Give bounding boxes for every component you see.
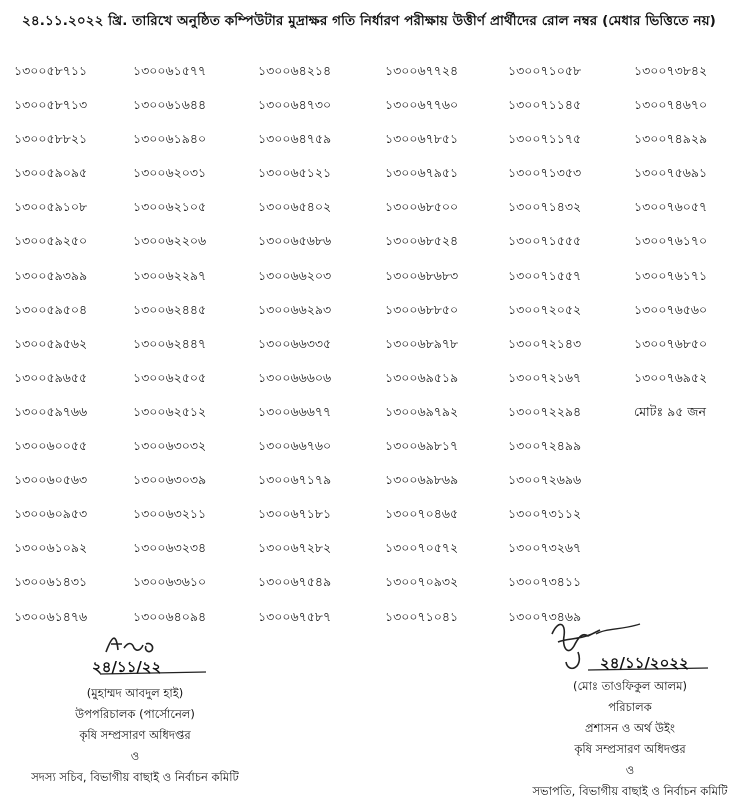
roll-number: ১৩০০৬৯৮৬৯ xyxy=(385,472,459,488)
roll-number: ১৩০০৭৩১১২ xyxy=(508,506,582,522)
roll-number: ১৩০০৬০৫৬৩ xyxy=(14,472,88,488)
roll-number: ১৩০০৭৪৯২৯ xyxy=(634,131,708,147)
roll-number: ১৩০০৫৯৫০৪ xyxy=(14,301,88,317)
roll-number: ১৩০০৬২৫১২ xyxy=(133,403,207,419)
roll-column xyxy=(508,62,581,642)
roll-number: ১৩০০৬২০৩১ xyxy=(133,165,207,181)
roll-number: ১৩০০৫৯০৯৫ xyxy=(14,165,88,181)
roll-number: ১৩০০৬৪০৯৪ xyxy=(133,608,207,624)
roll-column xyxy=(634,62,707,437)
roll-number: ১৩০০৬৩২৩৪ xyxy=(133,540,207,556)
roll-number: ১৩০০৬৫৪০২ xyxy=(258,199,332,215)
roll-number: ১৩০০৫৯৬৫৫ xyxy=(14,369,88,385)
roll-number: ১৩০০৫৮৭১৩ xyxy=(14,97,88,113)
roll-number: ১৩০০৬২১০৫ xyxy=(133,199,207,215)
roll-number: ১৩০০৬৫১২১ xyxy=(258,165,332,181)
roll-number: ১৩০০৬৮৯৭৮ xyxy=(385,335,459,351)
roll-number: ১৩০০৬৬৩৩৫ xyxy=(258,335,332,351)
roll-number: ১৩০০৬৭৯৫১ xyxy=(385,165,459,181)
roll-number: ১৩০০৬২২৯৭ xyxy=(133,267,207,283)
left-signatory-name: (মুহাম্মদ আবদুল হাই) xyxy=(86,686,184,700)
roll-number: ১৩০০৭১১৪৫ xyxy=(508,97,582,113)
roll-number: ১৩০০৬২৪৪৫ xyxy=(133,301,207,317)
right-signatory-name: (মোঃ তাওফিকুল আলম) xyxy=(573,679,687,693)
left-signatory-office: কৃষি সম্প্রসারণ অধিদপ্তর xyxy=(79,728,191,742)
roll-number: ১৩০০৭৬১৭০ xyxy=(634,233,708,249)
roll-number: ১৩০০৭১১৭৫ xyxy=(508,131,582,147)
roll-number: ১৩০০৭১০৪১ xyxy=(385,608,459,624)
roll-number: ১৩০০৬৮৫২৪ xyxy=(385,233,459,249)
total-count: মোটঃ ৯৫ জন xyxy=(634,403,706,419)
right-signatory-and: ও xyxy=(625,763,635,777)
roll-number: ১৩০০৬৭১৭৯ xyxy=(258,472,332,488)
roll-number: ১৩০০৫৯৩৯৯ xyxy=(14,267,88,283)
roll-number: ১৩০০৬৩০৩২ xyxy=(133,438,207,454)
roll-number: ১৩০০৬৯৫১৯ xyxy=(385,369,459,385)
roll-number: ১৩০০৬৬২৯৩ xyxy=(258,301,332,317)
right-signatory-wing: প্রশাসন ও অর্থ উইং xyxy=(585,721,675,735)
roll-number: ১৩০০৭২৪৯৯ xyxy=(508,438,582,454)
roll-column xyxy=(258,62,331,642)
roll-number: ১৩০০৭২০৫২ xyxy=(508,301,582,317)
roll-number: ১৩০০৬৬৬৭৭ xyxy=(258,403,332,419)
left-signatory-designation: উপপরিচালক (পার্সোনেল) xyxy=(75,707,195,721)
roll-number: ১৩০০৭১৫৫৫ xyxy=(508,233,582,249)
right-signatory-block xyxy=(515,676,738,802)
roll-number: ১৩০০৭৬৫৬০ xyxy=(634,301,708,317)
roll-number: ১৩০০৭২২৯৪ xyxy=(508,403,582,419)
roll-number: ১৩০০৬৯৮১৭ xyxy=(385,438,459,454)
roll-number: ১৩০০৬৮৮৫০ xyxy=(385,301,459,317)
roll-number: ১৩০০৬৬৬০৬ xyxy=(258,369,332,385)
roll-number: ১৩০০৬০০৫৫ xyxy=(14,438,88,454)
roll-number: ১৩০০৬২৪৪৭ xyxy=(133,335,207,351)
roll-number: ১৩০০৬১৯৪০ xyxy=(133,131,207,147)
roll-number: ১৩০০৭১৩৫৩ xyxy=(508,165,582,181)
right-signatory-office: কৃষি সম্প্রসারণ অধিদপ্তর xyxy=(574,742,686,756)
roll-number: ১৩০০৬৩২১১ xyxy=(133,506,207,522)
roll-number: ১৩০০৬০৯৫৩ xyxy=(14,506,88,522)
roll-number: ১৩০০৭৬০৫৭ xyxy=(634,199,708,215)
roll-number: ১৩০০৫৯২৫০ xyxy=(14,233,88,249)
roll-number: ১৩০০৭১০৫৮ xyxy=(508,63,582,78)
roll-number: ১৩০০৭৪৬৭০ xyxy=(634,97,708,113)
roll-number: ১৩০০৬৫৬৮৬ xyxy=(258,233,332,249)
roll-number: ১৩০০৬৭৭৬০ xyxy=(385,97,459,113)
roll-number: ১৩০০৬৬২০৩ xyxy=(258,267,332,283)
left-signatory-block xyxy=(0,683,270,788)
roll-number: ১৩০০৭৬৯৫২ xyxy=(634,369,708,385)
roll-number: ১৩০০৬৮৫০০ xyxy=(385,199,459,215)
roll-number: ১৩০০৭৫৬৯১ xyxy=(634,165,708,181)
roll-number: ১৩০০৬১৪৩১ xyxy=(14,574,88,590)
roll-number: ১৩০০৬৭৭২৪ xyxy=(385,63,459,78)
roll-column xyxy=(133,62,206,642)
roll-column xyxy=(385,62,458,642)
page-title: ২৪.১১.২০২২ খ্রি. তারিখে অনুষ্ঠিত কম্পিউটার মুদ্রাক্ষর গতি নির্ধারণ পরীক্ষায় উত্তীর্ণ প্রার্থীদের রোল নম্বর (মেধার ভিত্তিতে নয়) xyxy=(22,13,716,29)
roll-number: ১৩০০৭২১৪৩ xyxy=(508,335,582,351)
roll-number: ১৩০০৬১৫৭৭ xyxy=(133,63,207,78)
roll-number: ১৩০০৬৭৫৮৭ xyxy=(258,608,332,624)
roll-number: ১৩০০৫৯১০৮ xyxy=(14,199,88,215)
roll-number: ১৩০০৬৭৮৫১ xyxy=(385,131,459,147)
roll-number: ১৩০০৬১৪৭৬ xyxy=(14,608,88,624)
roll-number: ১৩০০৬৮৬৮৩ xyxy=(385,267,459,283)
roll-number: ১৩০০৭০৫৭২ xyxy=(385,540,459,556)
roll-number: ১৩০০৭৩৮৪২ xyxy=(634,63,708,78)
roll-number: ১৩০০৬৭৫৪৯ xyxy=(258,574,332,590)
roll-number: ১৩০০৭২১৬৭ xyxy=(508,369,582,385)
right-signatory-designation: পরিচালক xyxy=(608,700,652,714)
roll-number: ১৩০০৭৩৪৬৯ xyxy=(508,608,582,624)
roll-number: ১৩০০৭৩৪১১ xyxy=(508,574,582,590)
roll-number: ১৩০০৭৬১৭১ xyxy=(634,267,708,283)
left-signatory-role: সদস্য সচিব, বিভাগীয় বাছাই ও নির্বাচন কমিটি xyxy=(31,770,239,784)
roll-number: ১৩০০৬৪৭৫৯ xyxy=(258,131,332,147)
roll-number: ১৩০০৬১০৯২ xyxy=(14,540,88,556)
signature-right-date: ২৪/১১/২০২২ xyxy=(600,654,689,672)
roll-number: ১৩০০৭৬৮৫০ xyxy=(634,335,708,351)
signature-left-date: ২৪/১১/২২ xyxy=(92,658,162,676)
right-signatory-role: সভাপতি, বিভাগীয় বাছাই ও নির্বাচন কমিটি xyxy=(532,784,728,798)
roll-number: ১৩০০৭১৫৫৭ xyxy=(508,267,582,283)
roll-number: ১৩০০৬২৫০৫ xyxy=(133,369,207,385)
roll-number: ১৩০০৫৮৮২১ xyxy=(14,131,88,147)
roll-column xyxy=(14,62,87,642)
roll-number: ১৩০০৬৬৭৬০ xyxy=(258,438,332,454)
roll-number: ১৩০০৬৪৭৩০ xyxy=(258,97,332,113)
roll-number: ১৩০০৬৭১৮১ xyxy=(258,506,332,522)
roll-number: ১৩০০৬৭২৮২ xyxy=(258,540,332,556)
roll-number: ১৩০০৭২৬৯৬ xyxy=(508,472,582,488)
roll-number: ১৩০০৭১৪৩২ xyxy=(508,199,582,215)
roll-number: ১৩০০৭৩২৬৭ xyxy=(508,540,582,556)
roll-number: ১৩০০৬২২০৬ xyxy=(133,233,207,249)
roll-number: ১৩০০৬৯৭৯২ xyxy=(385,403,459,419)
roll-number: ১৩০০৭০৯৩২ xyxy=(385,574,459,590)
roll-number: ১৩০০৫৯৭৬৬ xyxy=(14,403,88,419)
roll-number: ১৩০০৬৩৬১০ xyxy=(133,574,207,590)
roll-number: ১৩০০৫৯৫৬২ xyxy=(14,335,88,351)
roll-number: ১৩০০৬৩০৩৯ xyxy=(133,472,207,488)
roll-number: ১৩০০৫৮৭১১ xyxy=(14,63,88,78)
roll-number: ১৩০০৭০৪৬৫ xyxy=(385,506,459,522)
roll-number: ১৩০০৬১৬৪৪ xyxy=(133,97,207,113)
roll-number: ১৩০০৬৪২১৪ xyxy=(258,63,332,78)
left-signatory-and: ও xyxy=(130,749,140,763)
